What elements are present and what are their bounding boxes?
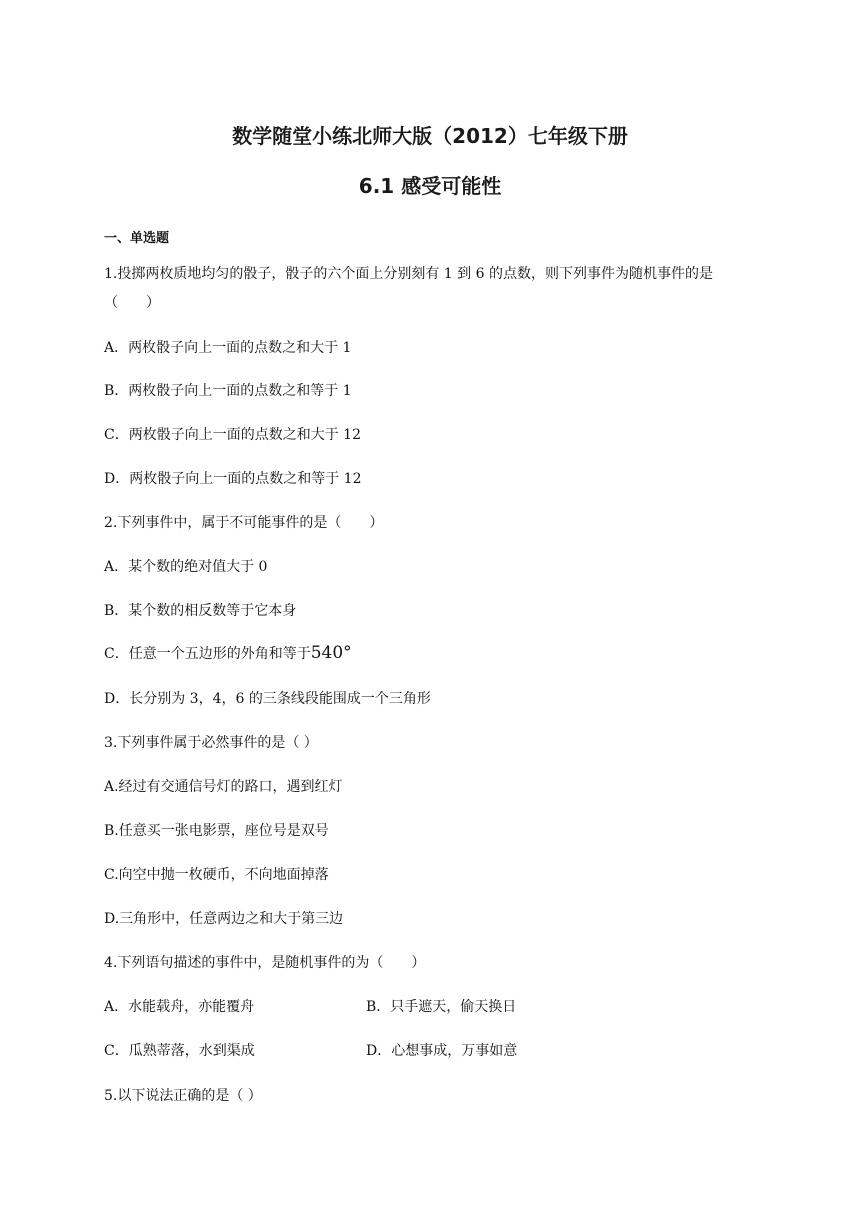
question-2-option-b: B．某个数的相反数等于它本身 bbox=[104, 603, 297, 619]
question-1-option-d: D．两枚骰子向上一面的点数之和等于 12 bbox=[104, 471, 362, 487]
question-2-option-c-text: C．任意一个五边形的外角和等于 bbox=[104, 646, 311, 662]
question-4-option-a: A．水能载舟，亦能覆舟 bbox=[104, 999, 255, 1015]
question-4-stem: 4.下列语句描述的事件中，是随机事件的为（ ） bbox=[104, 955, 426, 971]
question-3-option-c: C.向空中抛一枚硬币，不向地面掉落 bbox=[104, 867, 329, 883]
document-subtitle: 6.1 感受可能性 bbox=[358, 174, 502, 198]
question-3-option-b: B.任意买一张电影票，座位号是双号 bbox=[104, 823, 329, 839]
question-2-option-c-value: 540° bbox=[310, 643, 352, 663]
question-2-stem: 2.下列事件中，属于不可能事件的是（ ） bbox=[104, 515, 384, 531]
document-title: 数学随堂小练北师大版（2012）七年级下册 bbox=[232, 124, 628, 148]
question-3-option-d: D.三角形中，任意两边之和大于第三边 bbox=[104, 911, 344, 927]
question-1-stem: 1.投掷两枚质地均匀的骰子，骰子的六个面上分别刻有 1 到 6 的点数，则下列事件为随机事件的是 bbox=[104, 266, 713, 282]
question-2-option-d: D．长分别为 3，4，6 的三条线段能围成一个三角形 bbox=[104, 691, 431, 707]
question-2-option-c bbox=[104, 643, 352, 663]
question-5-stem: 5.以下说法正确的是（ ） bbox=[104, 1088, 262, 1104]
question-1-option-c: C．两枚骰子向上一面的点数之和大于 12 bbox=[104, 427, 361, 443]
question-3-option-a: A.经过有交通信号灯的路口，遇到红灯 bbox=[104, 779, 343, 795]
section-heading: 一、单选题 bbox=[104, 231, 170, 246]
question-4-option-c: C．瓜熟蒂落，水到渠成 bbox=[104, 1043, 255, 1059]
question-1-stem-paren: （ ） bbox=[104, 295, 160, 311]
question-3-stem: 3.下列事件属于必然事件的是（ ） bbox=[104, 735, 318, 751]
question-4-option-b: B．只手遮天，偷天换日 bbox=[366, 999, 517, 1015]
question-2-option-a: A．某个数的绝对值大于 0 bbox=[104, 559, 268, 575]
question-4-option-d: D．心想事成，万事如意 bbox=[366, 1043, 518, 1059]
question-1-option-b: B．两枚骰子向上一面的点数之和等于 1 bbox=[104, 383, 352, 399]
question-1-option-a: A．两枚骰子向上一面的点数之和大于 1 bbox=[104, 340, 352, 356]
